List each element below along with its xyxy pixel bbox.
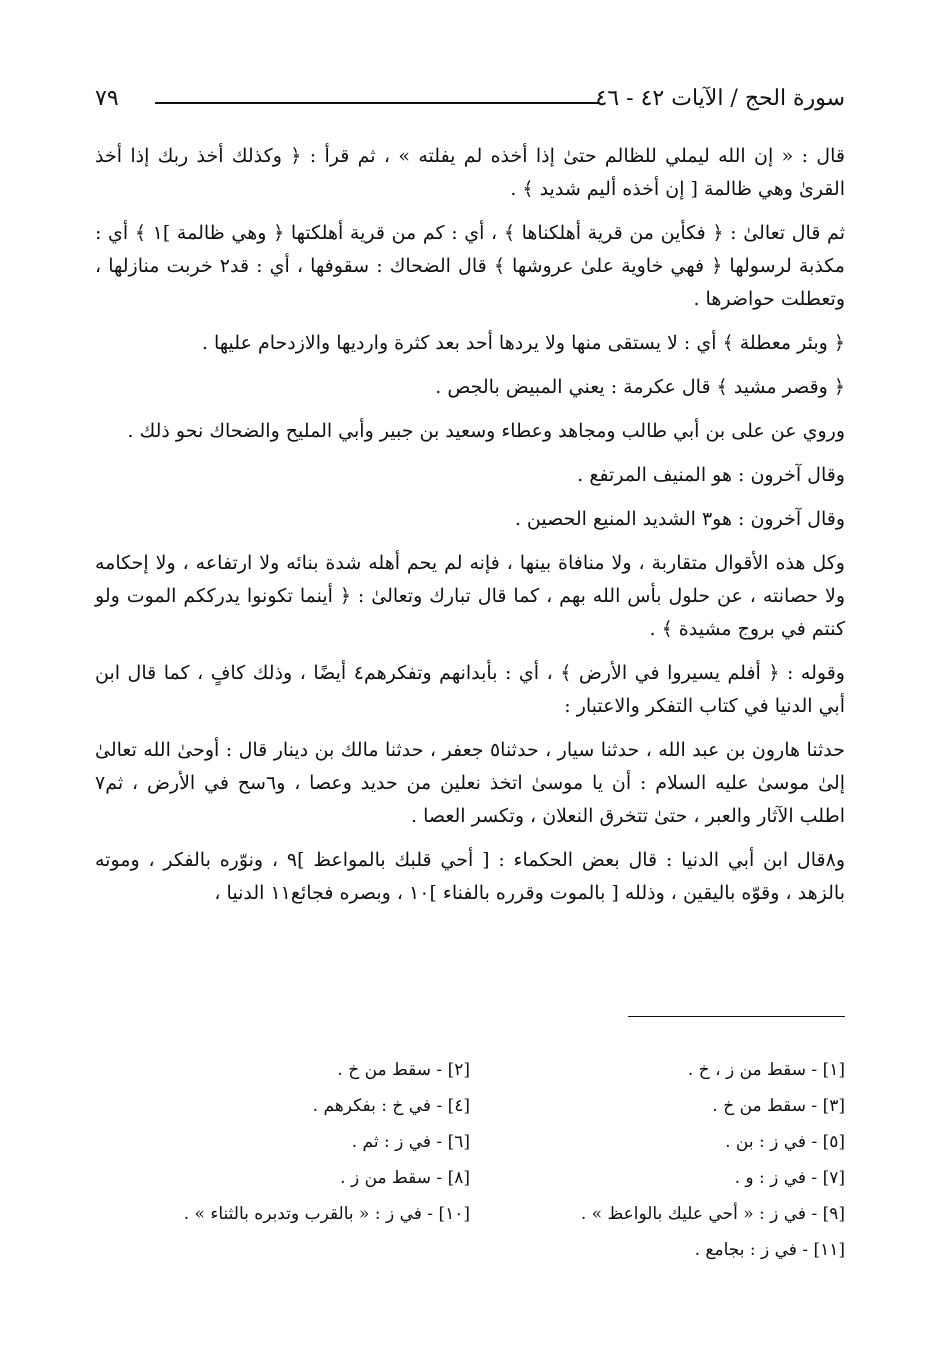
- body-text: [95, 140, 845, 921]
- footnote-row: [95, 1124, 845, 1160]
- paragraph: وقال آخرون : هو٣ الشديد المنيع الحصين .: [514, 508, 845, 530]
- paragraph: وقوله : ﴿ أفلم يسيروا في الأرض ﴾ ، أي : بأبدانهم وتفكرهم٤ أيضًا ، وذلك كافٍ ، كما قال ابن أبي الدنيا في كتاب التفكر والاعتبار :: [95, 662, 845, 717]
- footnote-row: [95, 1160, 845, 1196]
- footnote: [٣] - سقط من خ .: [712, 1096, 845, 1116]
- footnote: [٦] - في ز : ثم .: [351, 1132, 470, 1152]
- paragraph: ﴿ وقصر مشيد ﴾ قال عكرمة : يعني المبيض بالجص .: [435, 376, 845, 398]
- header-rule: [155, 102, 599, 104]
- footnote: [١] - سقط من ز ، خ .: [687, 1060, 845, 1080]
- paragraph: و٨قال ابن أبي الدنيا : قال بعض الحكماء : [ أحي قلبك بالمواعظ ]٩ ، ونوّره بالفكر ، وموته بالزهد ، وقوّه باليقين ، وذلله [ بالموت وقرره بالفناء ]١٠ ، وبصره فجائع١١ الدنيا ،: [95, 849, 845, 904]
- paragraph: ثم قال تعالىٰ : ﴿ فكأين من قرية أهلكناها ﴾ ، أي : كم من قرية أهلكتها ﴿ وهي ظالمة ]١ ﴾ أي : مكذبة لرسولها ﴿ فهي خاوية علىٰ عروشها ﴾ قال الضحاك : سقوفها ، أي : قد٢ خربت منازلها ، وتعطلت حواضرها .: [95, 222, 845, 310]
- page-header: [95, 82, 845, 122]
- footnote: [٤] - في خ : بفكرهم .: [312, 1096, 470, 1116]
- paragraph: ﴿ وبئر معطلة ﴾ أي : لا يستقى منها ولا يردها أحد بعد كثرة وارديها والازدحام عليها .: [201, 332, 845, 354]
- paragraph: وكل هذه الأقوال متقاربة ، ولا منافاة بينها ، فإنه لم يحم أهله شدة بنائه ولا ارتفاعه ، ولا إحكامه ولا حصانته ، عن حلول بأس الله بهم ، كما قال تبارك وتعالىٰ : ﴿ أينما تكونوا يدرككم الموت ولو كنتم في بروج مشيدة ﴾ .: [95, 552, 845, 640]
- footnote-row: [95, 1052, 845, 1088]
- footnote: [٥] - في ز : بن .: [725, 1132, 845, 1152]
- running-title: سورة الحج / الآيات ٤٢ - ٤٦: [595, 86, 845, 111]
- footnotes: [95, 1052, 845, 1268]
- paragraph: قال : « إن الله ليملي للظالم حتىٰ إذا أخذه لم يفلته » ، ثم قرأ : ﴿ وكذلك أخذ ربك إذا أخذ القرىٰ وهي ظالمة [ إن أخذه أليم شديد ﴾ .: [95, 145, 845, 200]
- page-number: ٧٩: [95, 86, 119, 111]
- footnote-row: [95, 1088, 845, 1124]
- paragraph: وروي عن على بن أبي طالب ومجاهد وعطاء وسعيد بن جبير وأبي المليح والضحاك نحو ذلك .: [127, 420, 845, 442]
- footnote-row: [95, 1232, 845, 1268]
- footnote-separator: [628, 1016, 845, 1017]
- footnote: [١٠] - في ز : « بالقرب وتدبره بالثناء » .: [183, 1204, 470, 1224]
- footnote: [٨] - سقط من ز .: [340, 1168, 470, 1188]
- paragraph: حدثنا هارون بن عبد الله ، حدثنا سيار ، حدثنا٥ جعفر ، حدثنا مالك بن دينار قال : أوحىٰ الله تعالىٰ إلىٰ موسىٰ عليه السلام : أن يا موسىٰ اتخذ نعلين من حديد وعصا ، و٦سح في الأرض ، ثم٧ اطلب الآثار والعبر ، حتىٰ تتخرق النعلان ، وتكسر العصا .: [95, 739, 845, 827]
- paragraph: وقال آخرون : هو المنيف المرتفع .: [577, 464, 845, 486]
- footnote: [٩] - في ز : « أحي عليك بالواعظ » .: [580, 1204, 845, 1224]
- footnote: [٢] - سقط من خ .: [337, 1060, 470, 1080]
- footnote: [٧] - في ز : و .: [734, 1168, 845, 1188]
- footnote: [١١] - في ز : بجامع .: [694, 1240, 845, 1260]
- footnote-row: [95, 1196, 845, 1232]
